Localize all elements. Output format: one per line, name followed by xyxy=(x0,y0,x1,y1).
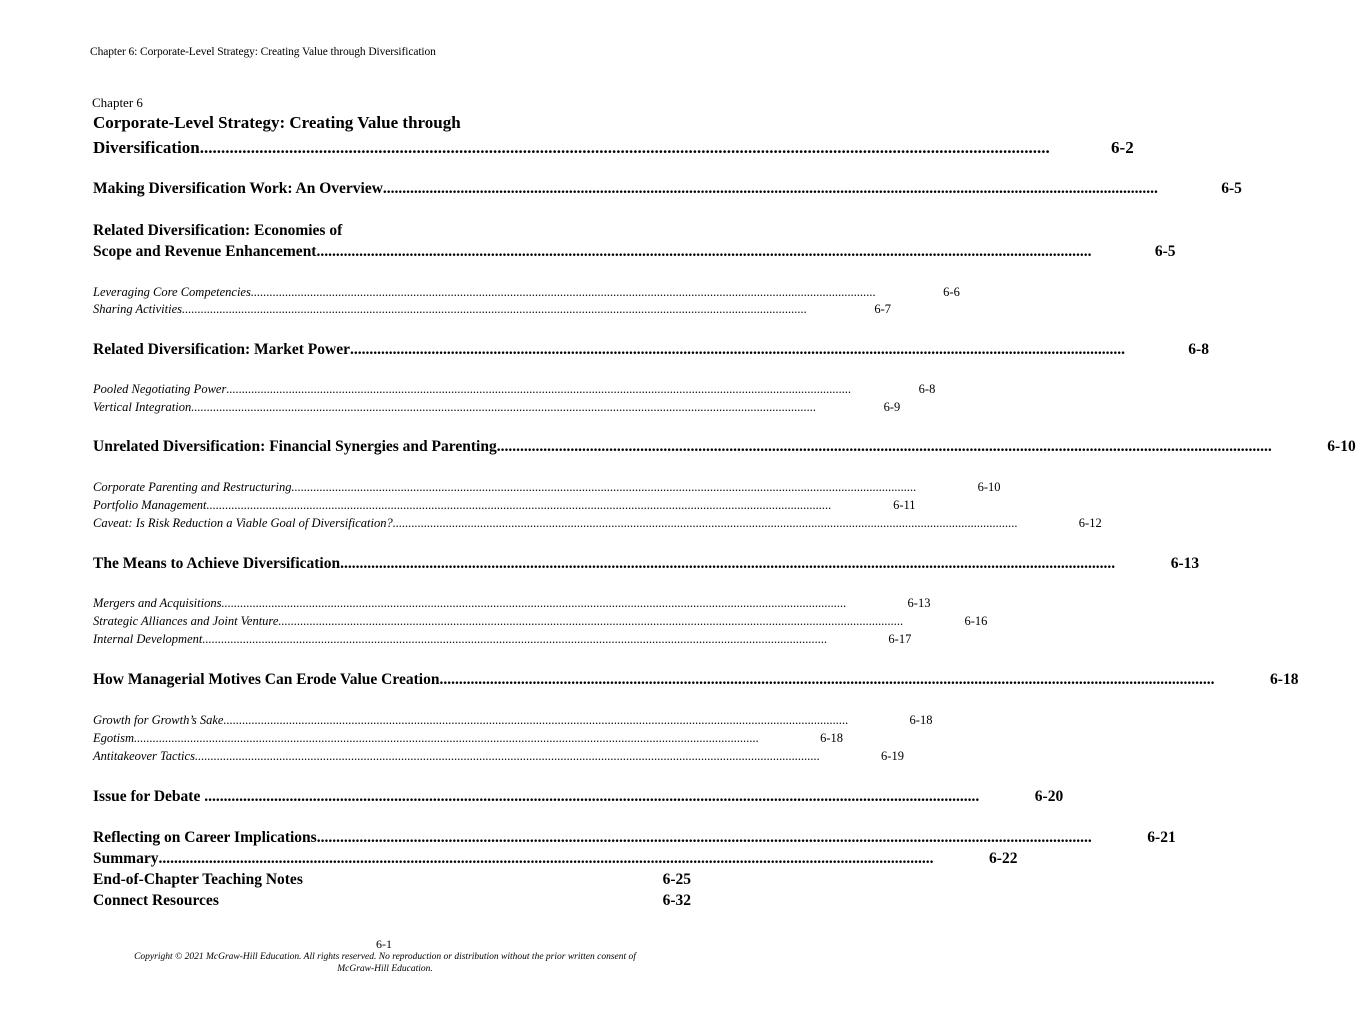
dot-leader: ........................................................................................................................................................................................................ xyxy=(349,341,1125,358)
toc-subentry[interactable] xyxy=(93,749,904,766)
toc-page-number: 6-18 xyxy=(1270,671,1299,688)
toc-entry-title: Unrelated Diversification: Financial Synergies and Parenting xyxy=(93,438,497,455)
toc-subentry-title: Growth for Growth’s Sake xyxy=(93,713,224,727)
toc-subentry[interactable] xyxy=(93,302,891,319)
toc-subentry[interactable] xyxy=(93,516,1102,533)
toc-page-number: 6-7 xyxy=(874,302,891,316)
toc-entry-chapter-title[interactable] xyxy=(93,138,1134,160)
toc-page-number: 6-13 xyxy=(1170,555,1200,572)
toc-page-number: 6-18 xyxy=(909,713,933,727)
dot-leader: ........................................................................................................................................................................................................ xyxy=(206,498,832,512)
copyright-line1: Copyright © 2021 McGraw-Hill Education. All rights reserved. No reproduction or distribution without the prior written consent of xyxy=(134,952,636,962)
toc-subentry[interactable] xyxy=(93,498,916,515)
page-number: 6-1 xyxy=(376,937,392,951)
toc-page-number: 6-2 xyxy=(1111,138,1134,157)
toc-entry-title: Reflecting on Career Implications xyxy=(93,829,317,846)
toc-page-number: 6-8 xyxy=(1188,341,1209,358)
toc-page-number: 6-5 xyxy=(1221,180,1242,197)
dot-leader: ........................................................................................................................................................................................................ xyxy=(133,731,759,745)
toc-entry-motives[interactable] xyxy=(93,671,1299,693)
toc-entry-means[interactable] xyxy=(93,555,1200,577)
toc-entry-connect-resources[interactable] xyxy=(93,892,691,914)
toc-subentry[interactable] xyxy=(93,596,931,613)
toc-entry-unrelated[interactable] xyxy=(93,438,1356,460)
toc-page-number: 6-22 xyxy=(989,850,1018,867)
dot-leader: ........................................................................................................................................................................................................ xyxy=(316,243,1092,260)
dot-leader: ........................................................................................................................................................................................................ xyxy=(199,138,1050,157)
toc-entry-summary[interactable] xyxy=(93,850,1018,872)
toc-entry-title: Related Diversification: Market Power xyxy=(93,341,350,358)
toc-subentry-title: Portfolio Management xyxy=(93,498,207,512)
toc-page-number: 6-32 xyxy=(662,892,691,909)
toc-subentry[interactable] xyxy=(93,285,960,302)
dot-leader: ........................................................................................................................................................................................................ xyxy=(191,400,817,414)
toc-entry-title: Making Diversification Work: An Overview xyxy=(93,180,383,197)
dot-leader: ........................................................................................................................................................................................................ xyxy=(182,302,807,316)
toc-entry-title: How Managerial Motives Can Erode Value Creation xyxy=(93,671,440,688)
dot-leader: ........................................................................................................................................................................................................ xyxy=(158,850,934,867)
dot-leader: ........................................................................................................................................................................................................ xyxy=(278,614,904,628)
toc-page-number: 6-11 xyxy=(893,498,916,512)
dot-leader: ........................................................................................................................................................................................................ xyxy=(223,713,849,727)
copyright-line2: McGraw-Hill Education. xyxy=(337,964,433,974)
toc-page-number: 6-21 xyxy=(1147,829,1176,846)
toc-subentry-title: Mergers and Acquisitions xyxy=(93,596,222,610)
toc-entry-overview[interactable] xyxy=(93,180,1242,202)
toc-entry-title: The Means to Achieve Diversification xyxy=(93,555,341,572)
toc-subentry[interactable] xyxy=(93,713,933,730)
dot-leader: ........................................................................................................................................................................................................ xyxy=(250,285,876,299)
dot-leader: ........................................................................................................................................................................................................ xyxy=(340,555,1116,572)
toc-page-number: 6-12 xyxy=(1078,516,1102,530)
toc-subentry[interactable] xyxy=(93,382,936,399)
toc-entry-title: Connect Resources xyxy=(93,892,219,909)
dot-leader: ........................................................................................................................................................................................................ xyxy=(204,788,980,805)
toc-subentry-title: Internal Development xyxy=(93,632,203,646)
toc-entry-market-power[interactable] xyxy=(93,341,1209,363)
toc-page-number: 6-25 xyxy=(662,871,691,888)
running-header: Chapter 6: Corporate-Level Strategy: Creating Value through Diversification xyxy=(90,46,436,58)
toc-page-number: 6-9 xyxy=(883,400,901,414)
dot-leader: ........................................................................................................................................................................................................ xyxy=(382,180,1158,197)
toc-entry-debate[interactable] xyxy=(93,788,1064,810)
toc-page-number: 6-8 xyxy=(918,382,936,396)
toc-entry-title: Issue for Debate xyxy=(93,788,205,805)
toc-page-number: 6-10 xyxy=(1327,438,1356,455)
toc-subentry[interactable] xyxy=(93,480,1001,497)
toc-page-number: 6-6 xyxy=(943,285,960,299)
dot-leader: ........................................................................................................................................................................................................ xyxy=(316,829,1092,846)
toc-page-number: 6-19 xyxy=(881,749,904,763)
toc-page-number: 6-17 xyxy=(888,632,912,646)
toc-page-number: 6-10 xyxy=(977,480,1001,494)
toc-subentry-title: Strategic Alliances and Joint Venture xyxy=(93,614,279,628)
toc-subentry-title: Corporate Parenting and Restructuring xyxy=(93,480,292,494)
dot-leader: ........................................................................................................................................................................................................ xyxy=(226,382,852,396)
toc-subentry-title: Antitakeover Tactics xyxy=(93,749,195,763)
toc-entry-title: Summary xyxy=(93,850,159,867)
toc-entry-title: Scope and Revenue Enhancement xyxy=(93,243,317,260)
toc-subentry-title: Egotism xyxy=(93,731,134,745)
dot-leader: ........................................................................................................................................................................................................ xyxy=(291,480,917,494)
toc-entry-related-economies[interactable] xyxy=(93,243,1176,265)
copyright-notice xyxy=(90,951,680,975)
toc-subentry[interactable] xyxy=(93,614,988,631)
toc-page-number: 6-5 xyxy=(1154,243,1176,260)
chapter-title-line1: Corporate-Level Strategy: Creating Value through xyxy=(93,113,461,132)
toc-page-number: 6-18 xyxy=(820,731,843,745)
toc-page-number: 6-16 xyxy=(964,614,988,628)
toc-entry-related-economies-line1: Related Diversification: Economies of xyxy=(93,222,343,239)
toc-subentry-title: Sharing Activities xyxy=(93,302,182,316)
toc-subentry-title: Pooled Negotiating Power xyxy=(93,382,227,396)
toc-entry-title: End-of-Chapter Teaching Notes xyxy=(93,871,303,888)
toc-subentry[interactable] xyxy=(93,632,912,649)
dot-leader: ........................................................................................................................................................................................................ xyxy=(194,749,820,763)
dot-leader: ........................................................................................................................................................................................................ xyxy=(439,671,1215,688)
dot-leader: ........................................................................................................................................................................................................ xyxy=(496,438,1272,455)
dot-leader: ........................................................................................................................................................................................................ xyxy=(221,596,847,610)
toc-page-number: 6-20 xyxy=(1034,788,1064,805)
toc-subentry[interactable] xyxy=(93,400,901,417)
chapter-label: Chapter 6 xyxy=(92,95,143,110)
toc-page-number: 6-13 xyxy=(907,596,931,610)
toc-subentry-title: Caveat: Is Risk Reduction a Viable Goal of Diversification? xyxy=(93,516,393,530)
toc-entry-teaching-notes[interactable] xyxy=(93,871,691,893)
toc-subentry-title: Vertical Integration xyxy=(93,400,192,414)
toc-subentry[interactable] xyxy=(93,731,843,748)
toc-entry-career[interactable] xyxy=(93,829,1176,851)
toc-subentry-title: Leveraging Core Competencies xyxy=(93,285,251,299)
dot-leader: ........................................................................................................................................................................................................ xyxy=(392,516,1018,530)
toc-entry-title: Diversification xyxy=(93,138,200,157)
dot-leader: ........................................................................................................................................................................................................ xyxy=(202,632,828,646)
